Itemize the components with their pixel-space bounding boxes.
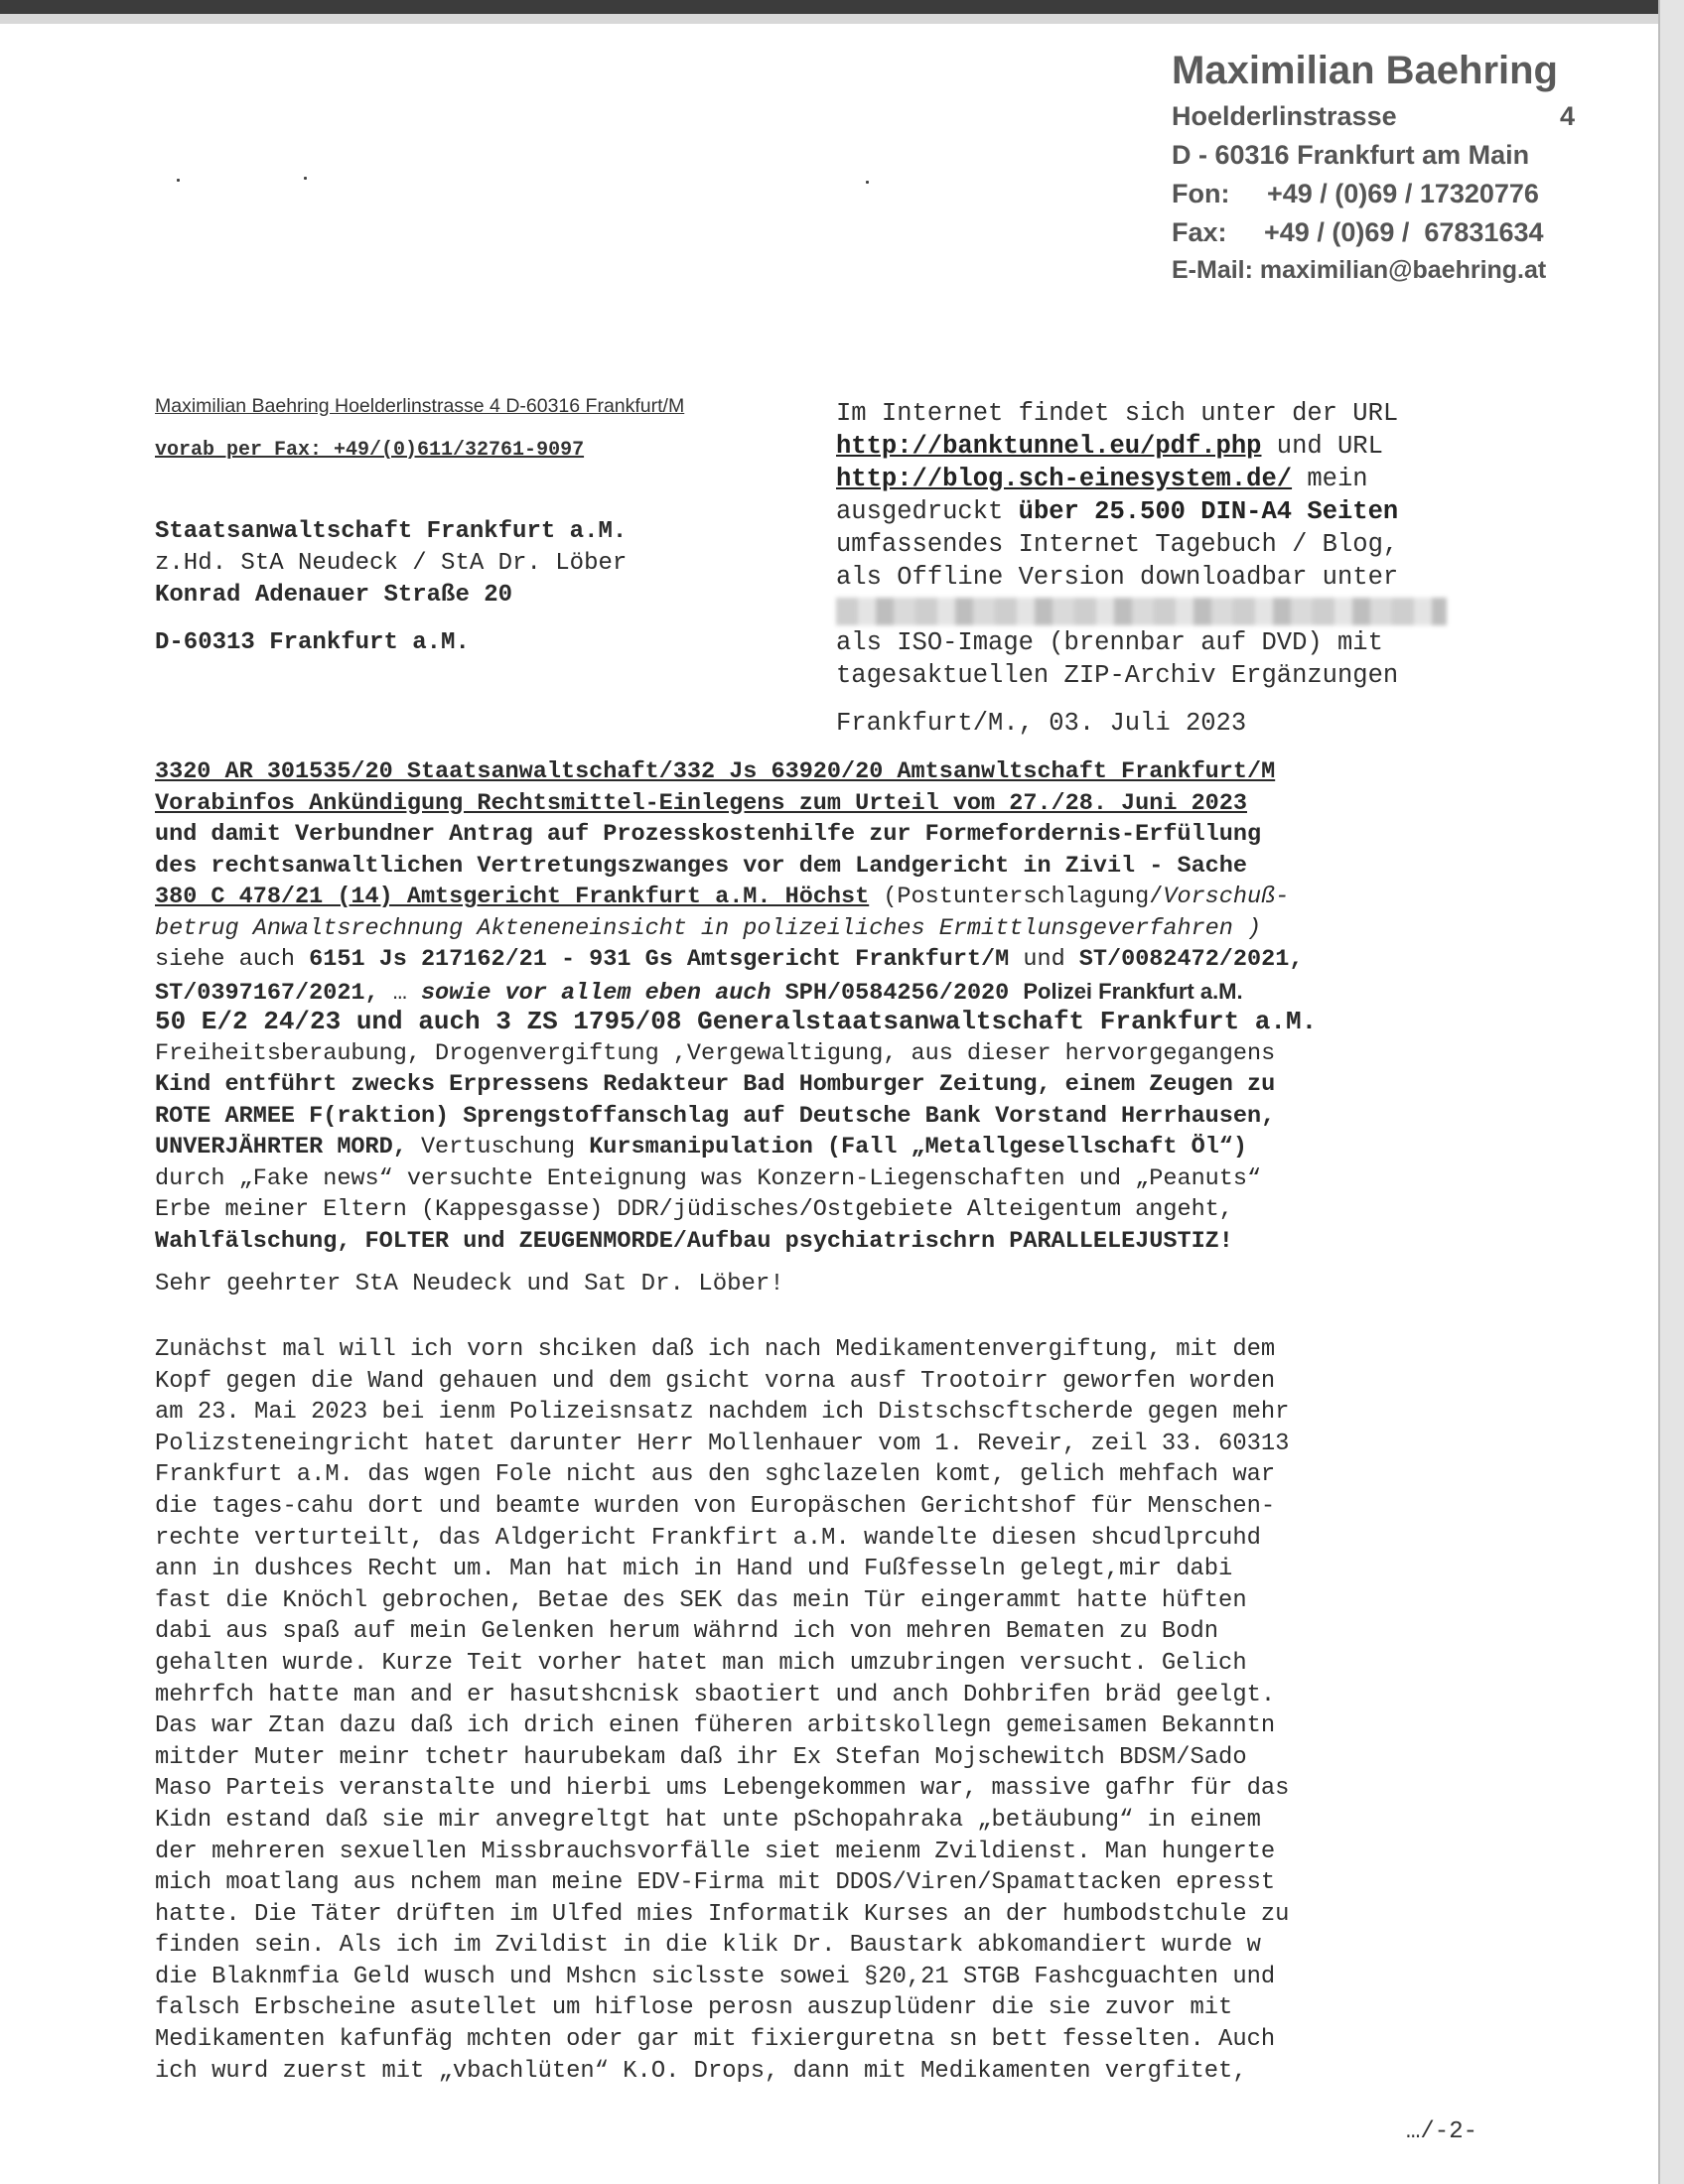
body-line: Kopf gegen die Wand gehauen und dem gsicht vorna ausf Trootoirr geworfen worden [155,1367,1276,1395]
body-line: rechte verturteilt, das Aldgericht Frankfirt a.M. wandelte diesen shcudlprcuhd [155,1524,1261,1552]
body-line: Frankfurt a.M. das wgen Fole nicht aus den sghclazelen komt, gelich mehfach war [155,1461,1276,1489]
letterhead-name: Maximilian Baehring [1172,49,1558,92]
body-line: Das war Ztan dazu daß ich drich einen füheren arbitskollegn gemeisamen Bekanntn [155,1712,1276,1740]
recipient-attn: z.Hd. StA Neudeck / StA Dr. Löber [155,550,628,577]
fax-advance-line: vorab per Fax: +49/(0)611/32761-9097 [155,439,585,462]
info-line: Im Internet findet sich unter der URL [836,399,1399,428]
scan-speck [304,177,307,180]
letterhead-phone: Fon: +49 / (0)69 / 17320776 [1172,179,1539,208]
url-link[interactable]: http://blog.sch-einesystem.de/ [836,465,1293,493]
scan-edge-top-shadow [0,14,1684,24]
info-line: tagesaktuellen ZIP-Archiv Ergänzungen [836,661,1399,690]
letterhead-street: Hoelderlinstrasse [1172,101,1397,131]
redacted-url [836,598,1447,625]
recipient-city: D-60313 Frankfurt a.M. [155,629,470,656]
body-line: Kidn estand daß sie mir anvegreltgt hat unte pSchopahraka „betäubung“ in einem [155,1806,1261,1834]
info-text: und URL [1261,432,1383,461]
subject-line: durch „Fake news“ versuchte Enteignung was Konzern-Liegenschaften und „Peanuts“ [155,1164,1262,1192]
subject-text-bold: FOLTER und ZEUGENMORDE/Aufbau psychiatrischrn PARALLELEJUSTIZ! [351,1227,1233,1255]
body-line: am 23. Mai 2023 bei ienm Polizeisnsatz nachdem ich Distschscftscherde gegen mehr [155,1399,1290,1427]
body-line: die tages-cahu dort und beamte wurden von Europäschen Gerichtshof für Menschen- [155,1492,1276,1520]
subject-line [155,1132,1485,1163]
subject-text: siehe auch [155,946,310,973]
info-text-bold: über 25.500 DIN-A4 Seiten [1018,497,1399,526]
letterhead-city: D - 60316 Frankfurt am Main [1172,140,1530,170]
letterhead-street-row [1172,97,1575,136]
internet-info-block [836,397,1491,692]
letter-date: Frankfurt/M., 03. Juli 2023 [836,709,1247,738]
letter-body [155,1334,1485,2087]
scan-speck [177,179,180,182]
info-line: umfassendes Internet Tagebuch / Blog, [836,530,1399,559]
info-text: mein [1292,465,1368,493]
info-line: als ISO-Image (brennbar auf DVD) mit [836,628,1383,657]
subject-text-bold: Kursmanipulation (Fall „Metallgesellschaft Öl“) [589,1134,1247,1160]
body-line: mich moatlang aus nchem man meine EDV-Firma mit DDOS/Viren/Spamattacken epresst [155,1869,1276,1897]
recipient-org: Staatsanwaltschaft Frankfurt a.M. [155,518,628,545]
body-line: mehrfch hatte man and er hasutshcnisk sbaotiert und anch Dohbrifen bräd geelgt. [155,1681,1276,1708]
body-line: ich wurd zuerst mit „vbachlüten“ K.O. Drops, dann mit Medikamenten vergfitet, [155,2057,1247,2085]
subject-text-bold: Wahlfälschung, [155,1227,351,1255]
subject-line: und damit Verbundner Antrag auf Prozesskostenhilfe zur Formefordernis-Erfüllung [155,821,1262,848]
subject-text: (Postunterschlagung/ [869,884,1164,910]
body-line: hatte. Die Täter drüften im Ulfed mies Informatik Kurses an der humbodstchule zu [155,1900,1290,1928]
subject-line [155,944,1485,976]
body-line: fast die Knöchl gebrochen, Betae des SEK das mein Tür eingerammt hatte hüften [155,1586,1247,1614]
subject-line: 50 E/2 24/23 und auch 3 ZS 1795/08 Generalstaatsanwaltschaft Frankfurt a.M. [155,1007,1318,1036]
scan-speck [866,181,869,184]
subject-text-bold: SPH/0584256/2020 [771,979,1024,1007]
subject-text-bold-italic: sowie vor allem eben auch [420,979,772,1007]
url-link[interactable]: http://banktunnel.eu/pdf.php [836,432,1262,461]
body-line: Medikamenten kafunfäg mchten oder gar mit fixierguretna sn bett fesselten. Auch [155,2026,1276,2054]
info-line [836,430,1491,463]
subject-line: Kind entführt zwecks Erpressens Redakteur Bad Homburger Zeitung, einem Zeugen zu [155,1071,1276,1098]
subject-text-bold: Polizei Frankfurt a.M. [1023,978,1243,1004]
body-line: dabi aus spaß auf mein Gelenken herum währnd ich von mehren Bematen zu Bodn [155,1618,1219,1646]
subject-line: 3320 AR 301535/20 Staatsanwaltschaft/332 Js 63920/20 Amtsanwltschaft Frankfurt/M [155,758,1276,785]
scan-edge-right [1658,0,1684,2184]
subject-line: des rechtsanwaltlichen Vertretungszwanges vor dem Landgericht in Zivil - Sache [155,852,1247,880]
subject-text-italic: Vorschuß- [1163,884,1290,910]
body-line: der mehreren sexuellen Missbrauchsvorfälle siet meienm Zvildienst. Man hungerte [155,1838,1276,1865]
subject-line [155,1226,1485,1258]
info-line [836,463,1491,495]
body-line: mitder Muter meinr tchetr haurubekam daß ihr Ex Stefan Mojschewitch BDSM/Sado [155,1743,1247,1771]
body-line: Polizsteneingricht hatet darunter Herr Mollenhauer vom 1. Reveir, zeil 33. 60313 [155,1430,1290,1457]
body-line: falsch Erbscheine asutellet um hiflose perosn auszuplüdenr die sie zuvor mit [155,1994,1233,2022]
subject-line: Erbe meiner Eltern (Kappesgasse) DDR/jüdisches/Ostgebiete Alteigentum angeht, [155,1196,1233,1223]
sender-return-line: Maximilian Baehring Hoelderlinstrasse 4 D-60316 Frankfurt/M [155,395,685,417]
body-line: gehalten wurde. Kurze Teit vorher hatet man mich umzubringen versucht. Gelich [155,1649,1247,1677]
subject-line [155,976,1485,1008]
subject-text: und [1009,946,1079,973]
page-continuation-marker: …/-2- [1406,2118,1478,2145]
letterhead [1172,44,1589,288]
letterhead-email: E-Mail: maximilian@baehring.at [1172,256,1547,284]
subject-line [155,882,1485,913]
body-line: die Blaknmfia Geld wusch und Mshcn siclsste sowei §20,21 STGB Fashcguachten und [155,1963,1276,1990]
subject-text: … [378,979,421,1007]
info-line: als Offline Version downloadbar unter [836,563,1399,592]
subject-text-bold: 6151 Js 217162/21 - 931 Gs Amtsgericht Frankfurt/M [309,946,1010,973]
salutation: Sehr geehrter StA Neudeck und Sat Dr. Löber! [155,1271,784,1297]
letterhead-fax: Fax: +49 / (0)69 / 67831634 [1172,217,1544,247]
subject-text: Vertuschung [406,1134,590,1160]
recipient-street: Konrad Adenauer Straße 20 [155,582,513,609]
body-line: finden sein. Als ich im Zvildist in die klik Dr. Baustark abkomandiert wurde w [155,1932,1261,1960]
subject-line: Vorabinfos Ankündigung Rechtsmittel-Einlegens zum Urteil vom 27./28. Juni 2023 [155,789,1247,817]
info-line [836,495,1491,528]
body-line: Maso Parteis veranstalte und hierbi ums Lebengekommen war, massive gafhr für das [155,1775,1290,1803]
subject-text-bold: ST/0082472/2021, [1078,946,1304,973]
info-line-redacted [836,594,1491,626]
subject-line: betrug Anwaltsrechnung Akteneneinsicht in polizeiliches Ermittlunsgeverfahren ) [155,914,1262,942]
subject-line: Freiheitsberaubung, Drogenvergiftung ,Vergewaltigung, aus dieser hervorgegangens [155,1039,1276,1067]
subject-block [155,756,1485,1257]
info-text: ausgedruckt [836,497,1019,526]
letterhead-house-number: 4 [1559,101,1575,131]
body-line: ann in dushces Recht um. Man hat mich in Hand und Fußfesseln gelegt,mir dabi [155,1556,1233,1583]
subject-text-bold: ST/0397167/2021, [155,979,379,1007]
subject-text-bold: UNVERJÄHRTER MORD, [155,1134,407,1160]
subject-line: ROTE ARMEE F(raktion) Sprengstoffanschlag auf Deutsche Bank Vorstand Herrhausen, [155,1102,1276,1130]
scan-edge-top [0,0,1684,14]
body-line: Zunächst mal will ich vorn shciken daß ich nach Medikamentenvergiftung, mit dem [155,1336,1276,1363]
subject-text-bold: 380 C 478/21 (14) Amtsgericht Frankfurt a.M. Höchst [155,884,870,910]
